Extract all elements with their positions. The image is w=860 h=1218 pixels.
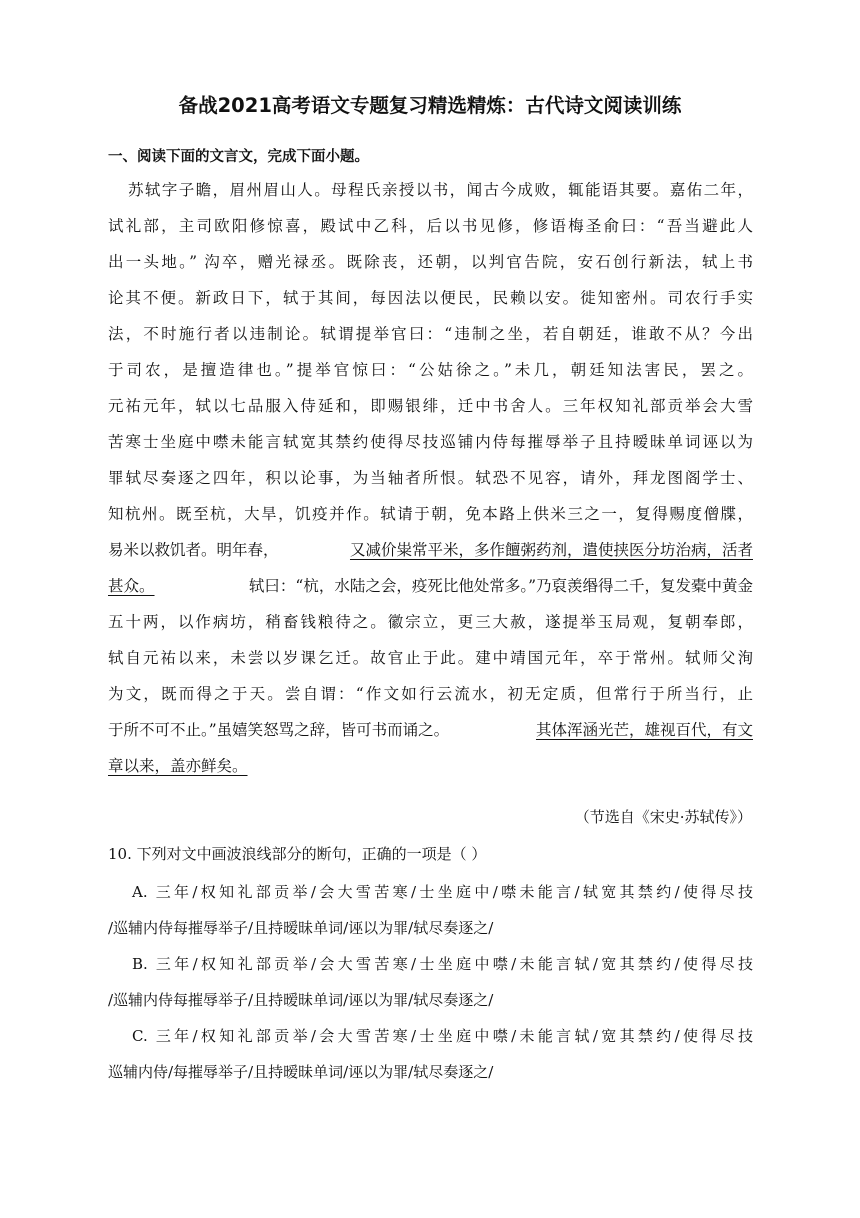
passage-text: 轼曰：“杭，水陆之会，疫死比他处常多。”乃裒羡缗得二千，复发橐中黄金 bbox=[248, 577, 753, 595]
option-a-line1: A. 三年/权知礼部贡举/会大雪苦寒/士坐庭中/噤未能言/轼宽其禁约/使得尽技 bbox=[132, 883, 753, 901]
passage-line: 五十两，以作病坊，稍畜钱粮待之。徽宗立，更三大赦，遂提举玉局观，复朝奉郎， bbox=[108, 613, 753, 631]
passage-line: 元祐元年，轼以七品服入侍延和，即赐银绯，迁中书舍人。三年权知礼部贡举会大雪 bbox=[108, 397, 753, 415]
passage-line: 苦寒士坐庭中噤未能言轼宽其禁约使得尽技巡铺内侍每摧辱举子且持暧昧单词诬以为 bbox=[108, 433, 753, 451]
passage-line: 轼自元祐以来，未尝以岁课乞迁。故官止于此。建中靖国元年，卒于常州。轼师父洵 bbox=[108, 649, 753, 667]
underlined-sentence: 又减价粜常平米，多作饘粥药剂，遣使挟医分坊治病，活者 bbox=[349, 541, 753, 559]
passage-line bbox=[108, 540, 753, 560]
underlined-sentence: 章以来，盖亦鲜矣。 bbox=[108, 757, 248, 775]
passage-line: 出一头地。” 沟卒，赠光禄丞。既除丧，还朝，以判官告院，安石创行新法，轼上书 bbox=[108, 253, 753, 271]
passage-line: 为文，既而得之于天。尝自谓：“作文如行云流水，初无定质，但常行于所当行，止 bbox=[108, 685, 753, 703]
option-c-line1: C. 三年/权知礼部贡举/会大雪苦寒/士坐庭中噤/未能言轼/宽其禁约/使得尽技 bbox=[132, 1027, 753, 1045]
source-citation: （节选自《宋史·苏轼传》） bbox=[574, 808, 752, 826]
section-heading: 一、阅读下面的文言文，完成下面小题。 bbox=[108, 149, 369, 165]
passage-line bbox=[108, 756, 753, 776]
passage-line: 论其不便。新政日下，轼于其间，每因法以便民，民赖以安。徙知密州。司农行手实 bbox=[108, 289, 753, 307]
underlined-sentence: 其体浑涵光芒，雄视百代，有文 bbox=[535, 721, 753, 739]
passage-line: 于司农，是擅造律也。”提举官惊曰：“公姑徐之。”未几，朝廷知法害民，罢之。 bbox=[108, 361, 753, 379]
option-c-line2: 巡辅内侍/每摧辱举子/且持暧昧单词/诬以为罪/轼尽奏逐之/ bbox=[108, 1063, 494, 1081]
passage-line bbox=[108, 576, 753, 596]
passage-text: 易米以救饥者。明年春， bbox=[108, 541, 279, 559]
document-title: 备战2021高考语文专题复习精选精炼：古代诗文阅读训练 bbox=[178, 94, 682, 117]
question-stem: 10. 下列对文中画波浪线部分的断句，正确的一项是（ ） bbox=[108, 845, 487, 863]
underlined-sentence: 甚众。 bbox=[108, 577, 155, 595]
passage-line: 罪轼尽奏逐之四年，积以论事，为当轴者所恨。轼恐不见容，请外，拜龙图阁学士、 bbox=[108, 469, 753, 487]
passage-line: 试礼部，主司欧阳修惊喜，殿试中乙科，后以书见修，修语梅圣俞曰：“吾当避此人 bbox=[108, 217, 753, 235]
passage-line: 苏轼字子瞻，眉州眉山人。母程氏亲授以书，闻古今成败，辄能语其要。嘉佑二年， bbox=[128, 181, 753, 199]
option-b-line1: B. 三年/权知礼部贡举/会大雪苦寒/士坐庭中噤/未能言轼/宽其禁约/使得尽技 bbox=[132, 955, 753, 973]
passage-line bbox=[108, 720, 753, 740]
passage-line: 法，不时施行者以违制论。轼谓提举官曰：“违制之坐，若自朝廷，谁敢不从？今出 bbox=[108, 325, 753, 343]
passage-text: 于所不可不止。”虽嬉笑怒骂之辞，皆可书而诵之。 bbox=[108, 721, 450, 739]
option-a-line2: /巡辅内侍每摧辱举子/且持暧昧单词/诬以为罪/轼尽奏逐之/ bbox=[108, 919, 494, 937]
passage-line: 知杭州。既至杭，大旱，饥疫并作。轼请于朝，免本路上供米三之一，复得赐度僧牒， bbox=[108, 505, 753, 523]
option-b-line2: /巡辅内侍每摧辱举子/且持暧昧单词/诬以为罪/轼尽奏逐之/ bbox=[108, 991, 494, 1009]
